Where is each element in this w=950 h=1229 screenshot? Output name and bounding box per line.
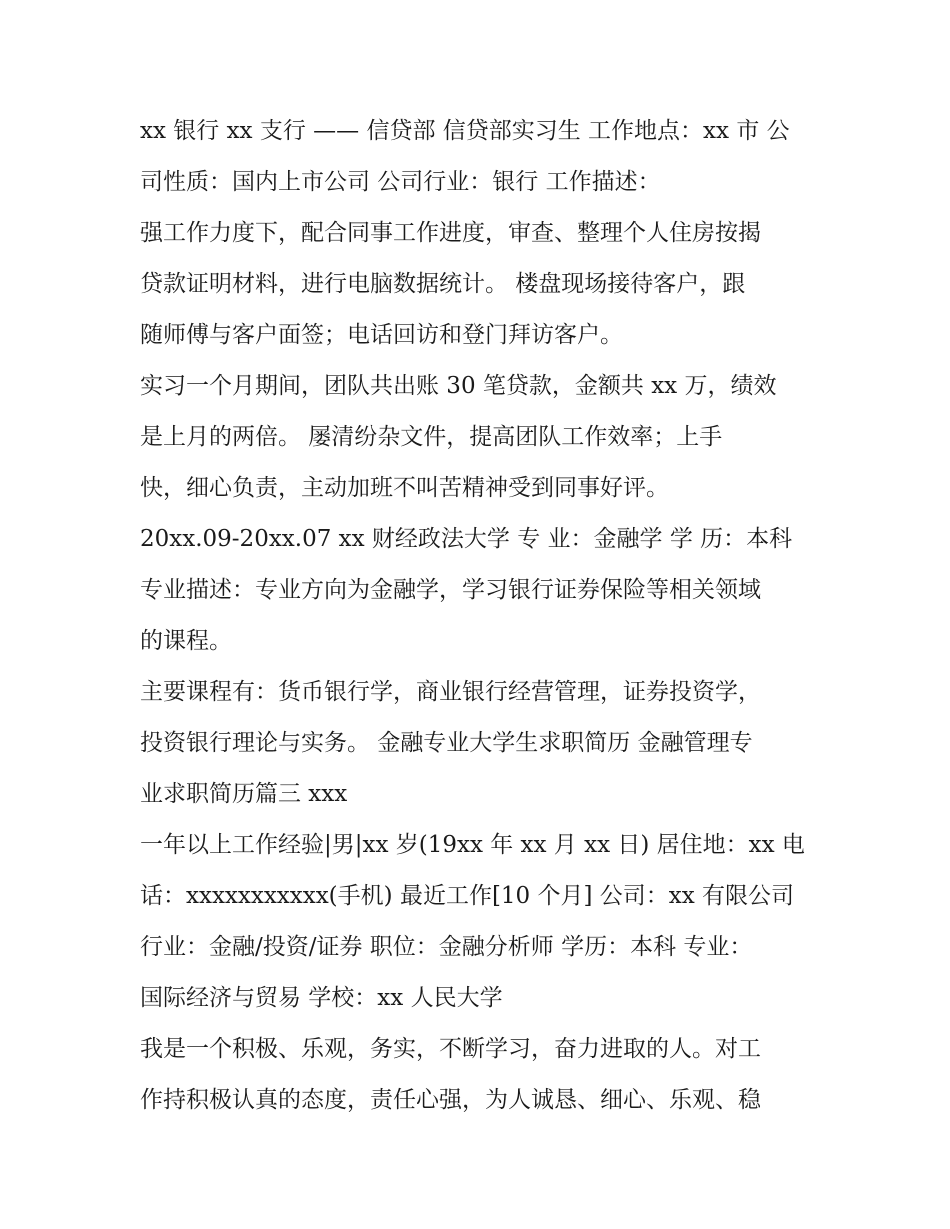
text-line: 强工作力度下，配合同事工作进度，审查、整理个人住房按揭 [140, 220, 761, 246]
text-line: 话：xxxxxxxxxxx(手机) 最近工作[10 个月] 公司：xx 有限公司 [140, 883, 795, 909]
text-line: 投资银行理论与实务。 金融专业大学生求职简历 金融管理专 [140, 730, 753, 756]
text-line: 国际经济与贸易 学校：xx 人民大学 [140, 985, 503, 1011]
text-line: 是上月的两倍。 屡清纷杂文件，提高团队工作效率；上手 [140, 424, 723, 450]
text-line: 快，细心负责，主动加班不叫苦精神受到同事好评。 [140, 475, 669, 501]
text-line: 随师傅与客户面签；电话回访和登门拜访客户。 [140, 322, 623, 348]
text-line: 专业描述：专业方向为金融学，学习银行证券保险等相关领域 [140, 577, 761, 603]
document-body [140, 106, 820, 1126]
text-line: xx 银行 xx 支行 —— 信贷部 信贷部实习生 工作地点：xx 市 公 [140, 118, 790, 144]
text-line: 业求职简历篇三 xxx [140, 781, 348, 807]
text-line: 实习一个月期间，团队共出账 30 笔贷款，金额共 xx 万，绩效 [140, 373, 777, 399]
text-line: 作持积极认真的态度，责任心强，为人诚恳、细心、乐观、稳 [140, 1087, 761, 1113]
text-line: 主要课程有：货币银行学，商业银行经营管理，证券投资学， [140, 679, 761, 705]
text-line: 我是一个积极、乐观，务实，不断学习，奋力进取的人。对工 [140, 1036, 761, 1062]
text-line: 行业：金融/投资/证券 职位：金融分析师 学历：本科 专业： [140, 934, 753, 960]
text-line: 一年以上工作经验|男|xx 岁(19xx 年 xx 月 xx 日) 居住地：xx 电 [140, 832, 805, 858]
text-line: 20xx.09-20xx.07 xx 财经政法大学 专 业：金融学 学 历：本科 [140, 526, 793, 552]
text-line: 司性质：国内上市公司 公司行业：银行 工作描述： [140, 169, 661, 195]
text-line: 贷款证明材料，进行电脑数据统计。 楼盘现场接待客户，跟 [140, 271, 746, 297]
text-line: 的课程。 [140, 628, 232, 654]
